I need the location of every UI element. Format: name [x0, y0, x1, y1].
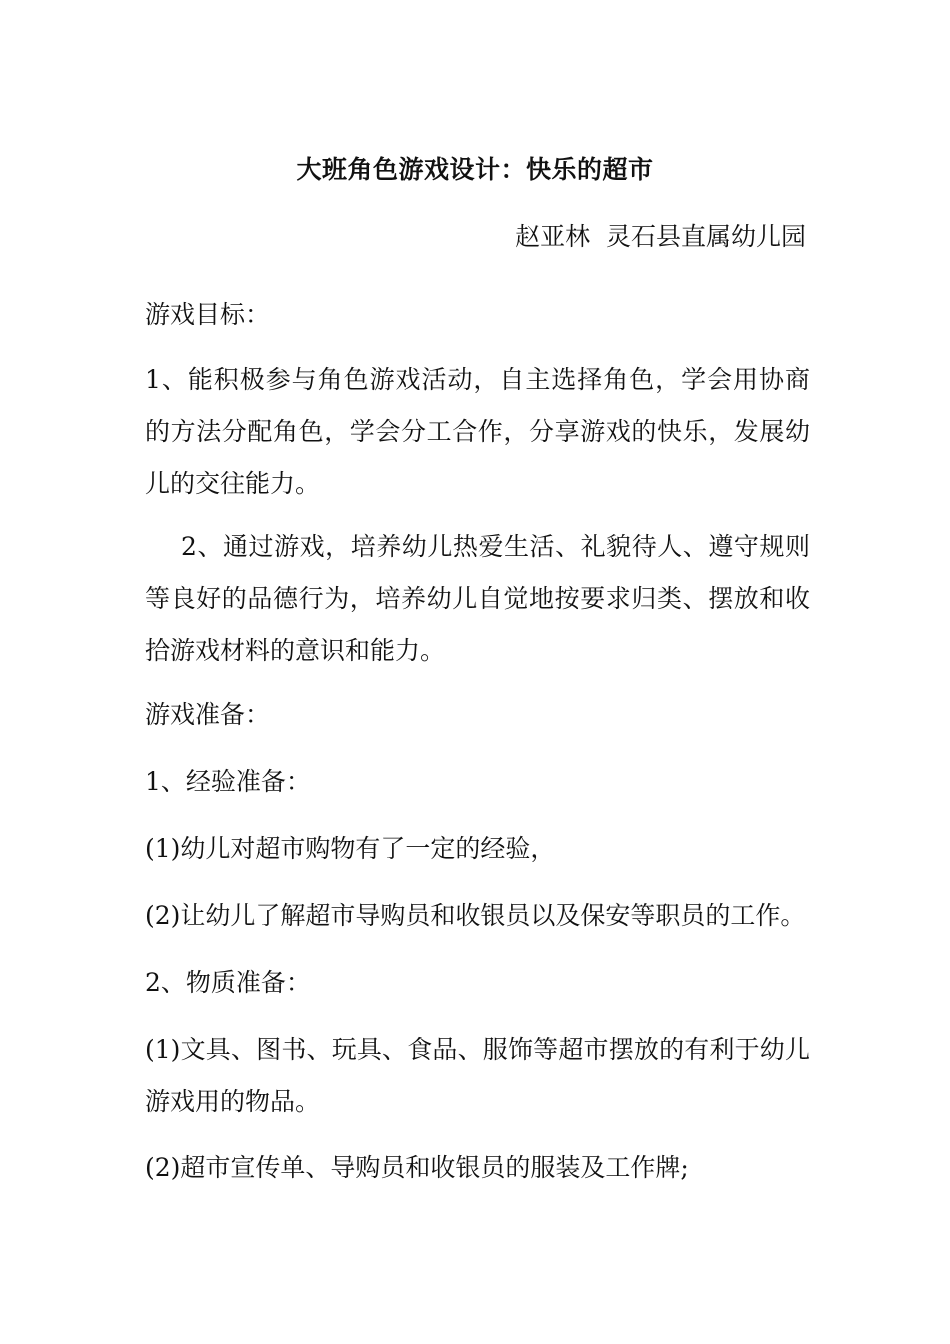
prep-2-item-b: (2)超市宣传单、导购员和收银员的服装及工作牌;	[145, 1153, 689, 1182]
goal-item-1: 1、能积极参与角色游戏活动，自主选择角色，学会用协商的方法分配角色，学会分工合作，分享游戏的快乐，发展幼儿的交往能力。	[145, 365, 810, 498]
author-line: 赵亚林 灵石县直属幼儿园	[515, 222, 806, 251]
prep-1-item-b: (2)让幼儿了解超市导购员和收银员以及保安等职员的工作。	[145, 901, 806, 930]
prep-1-heading: 1、经验准备：	[145, 767, 311, 796]
prep-heading: 游戏准备：	[145, 700, 271, 729]
prep-2-item-a: (1)文具、图书、玩具、食品、服饰等超市摆放的有利于幼儿游戏用的物品。	[145, 1035, 810, 1116]
goals-heading: 游戏目标：	[145, 300, 271, 329]
prep-2-heading: 2、物质准备：	[145, 968, 311, 997]
prep-1-item-a: (1)幼儿对超市购物有了一定的经验，	[145, 834, 556, 863]
goal-item-2: 2、通过游戏，培养幼儿热爱生活、礼貌待人、遵守规则等良好的品德行为，培养幼儿自觉地按要求归类、摆放和收拾游戏材料的意识和能力。	[145, 532, 810, 665]
document-title: 大班角色游戏设计：快乐的超市	[296, 155, 654, 184]
